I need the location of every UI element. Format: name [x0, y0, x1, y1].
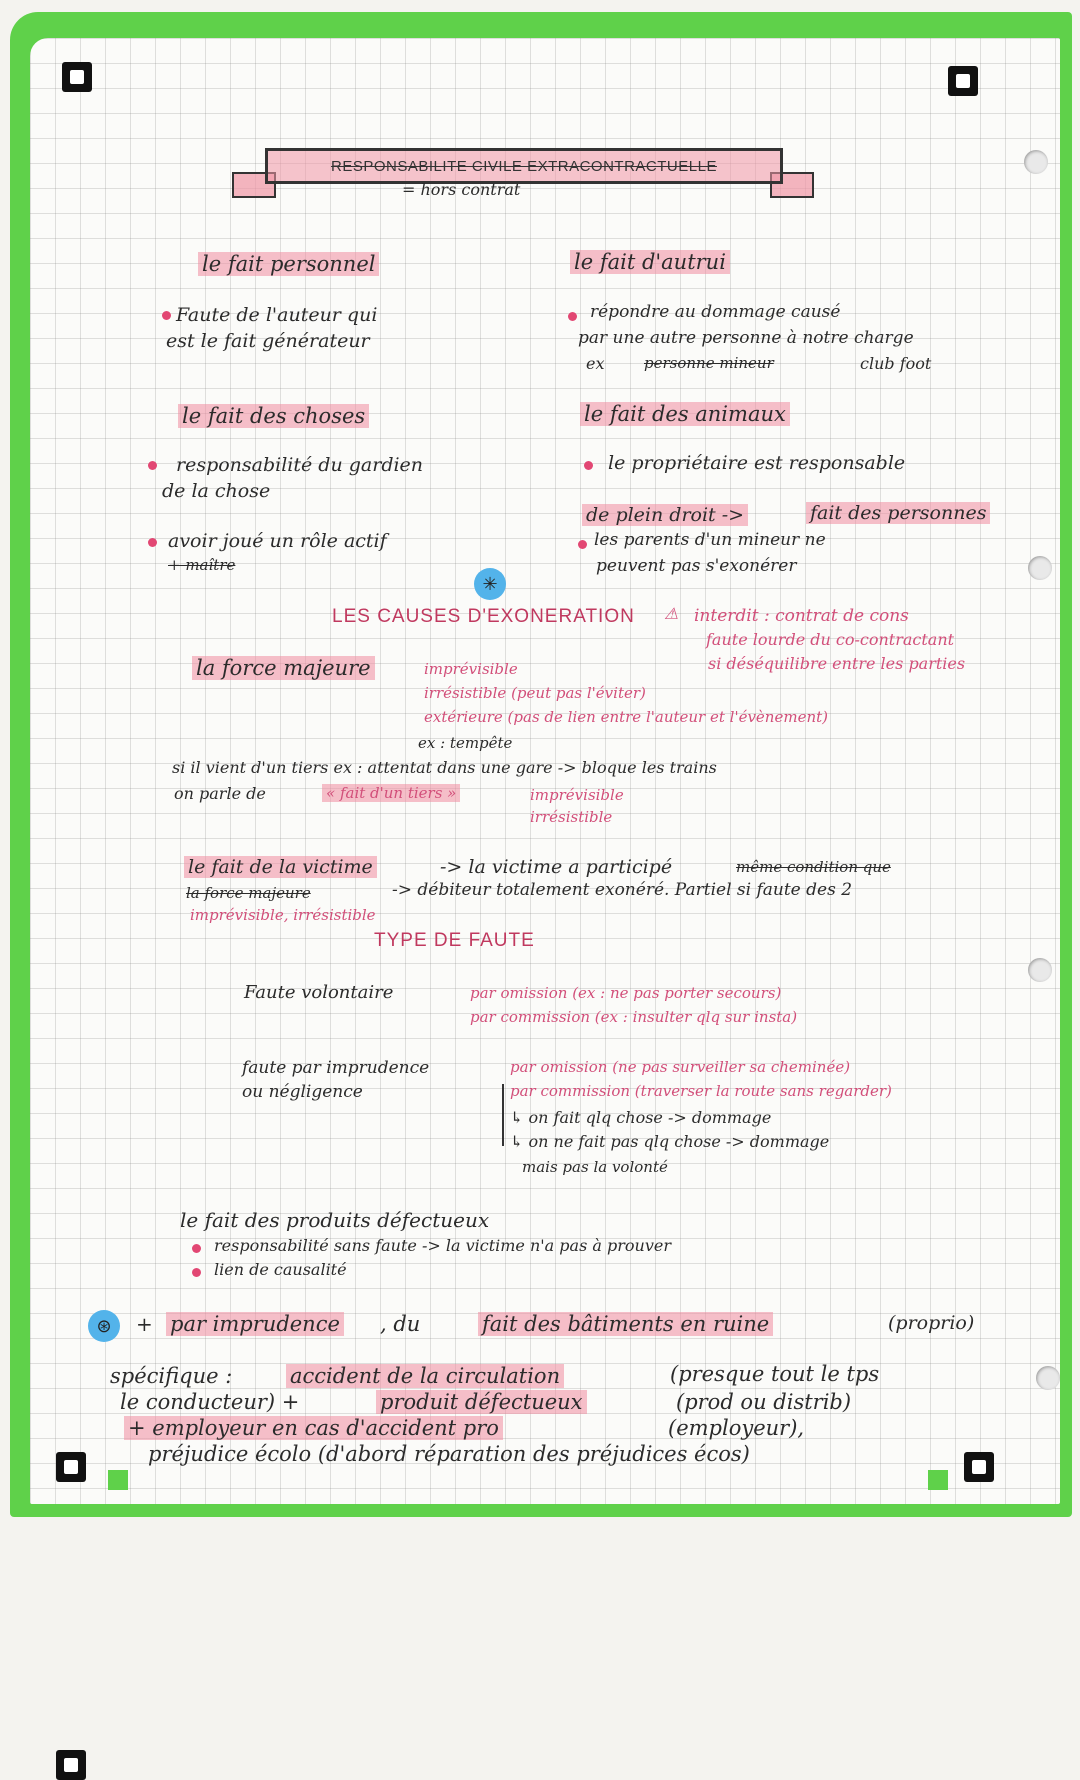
- volontaire-omission: par omission (ex : ne pas porter secours): [470, 984, 782, 1002]
- page-subtitle: = hors contrat: [402, 180, 521, 199]
- corner-marker-top-right: [948, 66, 978, 96]
- victime-crossed-2: la force majeure: [186, 884, 311, 902]
- fait-autrui-line-2: par une autre personne à notre charge: [578, 328, 914, 348]
- interdit-note: interdit : contrat de cons: [694, 606, 909, 626]
- warning-icon: ⚠: [664, 604, 679, 623]
- desequilibre-note: si déséquilibre entre les parties: [708, 654, 966, 673]
- fait-des-personnes: fait des personnes: [806, 502, 990, 524]
- criterion-irresistible: irrésistible (peut pas l'éviter): [424, 684, 646, 702]
- bullet-dot: [568, 312, 577, 321]
- arrow-on-fait: ↳ on fait qlq chose -> dommage: [510, 1108, 772, 1127]
- fait-autrui-ex-crossed: personne mineur: [644, 354, 774, 372]
- fait-victime: le fait de la victime: [184, 856, 377, 878]
- tiers-irresistible: irrésistible: [530, 808, 613, 826]
- corner-marker-bottom-right: [964, 1452, 994, 1482]
- green-marker-left: [108, 1470, 128, 1490]
- fait-choses-bullet-1b: de la chose: [162, 480, 271, 502]
- star-icon: ✳: [474, 568, 506, 600]
- fait-autrui-ex-rest: club foot: [860, 354, 932, 373]
- bullet-dot: [162, 311, 171, 320]
- arrow-on-ne-fait-pas: ↳ on ne fait pas qlq chose -> dommage: [510, 1132, 830, 1151]
- heading-fait-autrui: le fait d'autrui: [570, 250, 730, 274]
- bottom-du: , du: [380, 1312, 421, 1336]
- fait-autrui-line-1: répondre au dommage causé: [590, 302, 841, 322]
- heading-fait-personnel: le fait personnel: [198, 252, 379, 276]
- star-badge-icon: ⊛: [88, 1310, 120, 1342]
- heading-causes-exoneration: LES CAUSES D'EXONERATION: [332, 606, 635, 627]
- accident-circulation: accident de la circulation: [286, 1364, 564, 1388]
- heading-produits-defectueux: le fait des produits défectueux: [180, 1208, 490, 1232]
- victime-line-3: imprévisible, irrésistible: [190, 906, 376, 924]
- tiers-line: si il vient d'un tiers ex : attentat dans une gare -> bloque les trains: [172, 758, 717, 777]
- prejudice-ecolo: préjudice écolo (d'abord réparation des préjudices écos): [148, 1442, 750, 1466]
- fait-choses-crossed: + maître: [168, 556, 236, 574]
- par-imprudence: par imprudence: [166, 1312, 344, 1336]
- fait-personnel-line-1: Faute de l'auteur qui: [176, 304, 378, 326]
- bottom-proprio: (proprio): [888, 1312, 975, 1334]
- fait-animaux-bullet-1: le propriétaire est responsable: [608, 452, 906, 474]
- heading-fait-animaux: le fait des animaux: [580, 402, 790, 426]
- binder-hole: [1028, 556, 1052, 580]
- heading-fait-choses: le fait des choses: [178, 404, 369, 428]
- specifique-rest: (presque tout le tps: [670, 1362, 880, 1386]
- employeur-rest: (employeur),: [668, 1416, 805, 1440]
- ex-tempete: ex : tempête: [418, 734, 513, 752]
- tiers-imprevisible: imprévisible: [530, 786, 624, 804]
- bullet-dot: [578, 540, 587, 549]
- bullet-dot: [148, 461, 157, 470]
- bullet-dot: [192, 1244, 201, 1253]
- corner-marker-bottom-left: [56, 1452, 86, 1482]
- imprudence-commission: par commission (traverser la route sans regarder): [510, 1082, 892, 1100]
- prod-distrib: (prod ou distrib): [676, 1390, 852, 1414]
- page-title-banner: RESPONSABILITE CIVILE EXTRACONTRACTUELLE: [265, 148, 783, 184]
- binder-hole: [1028, 958, 1052, 982]
- fait-animaux-bullet-2a: les parents d'un mineur ne: [594, 530, 826, 550]
- mais-pas-volonte: mais pas la volonté: [522, 1158, 668, 1176]
- victime-line-2: -> débiteur totalement exonéré. Partiel si faute des 2: [392, 880, 853, 900]
- batiments-en-ruine: fait des bâtiments en ruine: [478, 1312, 773, 1336]
- criterion-exterieure: extérieure (pas de lien entre l'auteur et l'évènement): [424, 708, 828, 726]
- specifique-label: spécifique :: [110, 1364, 233, 1388]
- produits-bullet-1: responsabilité sans faute -> la victime n'a pas à prouver: [214, 1236, 671, 1255]
- conducteur-line: le conducteur) +: [120, 1390, 300, 1414]
- force-majeure: la force majeure: [192, 656, 375, 680]
- fait-tiers: « fait d'un tiers »: [322, 784, 460, 802]
- faute-negligence: ou négligence: [242, 1082, 363, 1102]
- bullet-dot: [148, 538, 157, 547]
- victime-participe: -> la victime a participé: [440, 856, 673, 878]
- victime-crossed-1: même condition que: [736, 858, 891, 876]
- fait-autrui-ex-label: ex: [586, 354, 605, 373]
- produits-bullet-2: lien de causalité: [214, 1260, 347, 1279]
- bullet-dot: [584, 461, 593, 470]
- fait-personnel-line-2: est le fait générateur: [166, 330, 370, 352]
- employeur-accident: + employeur en cas d'accident pro: [124, 1416, 503, 1440]
- criterion-imprevisible: imprévisible: [424, 660, 518, 678]
- fait-animaux-bullet-2b: peuvent pas s'exonérer: [596, 556, 797, 576]
- corner-marker-top-left: [62, 62, 92, 92]
- produit-defectueux: produit défectueux: [376, 1390, 587, 1414]
- faute-volontaire: Faute volontaire: [244, 982, 394, 1003]
- fait-choses-bullet-1a: responsabilité du gardien: [176, 454, 424, 476]
- volontaire-commission: par commission (ex : insulter qlq sur insta): [470, 1008, 798, 1026]
- bullet-dot: [192, 1268, 201, 1277]
- corner-marker-bottom-left: [56, 1750, 86, 1780]
- plein-droit: de plein droit ->: [582, 504, 748, 526]
- faute-lourde-note: faute lourde du co-contractant: [706, 630, 955, 649]
- bottom-plus: +: [136, 1312, 153, 1336]
- fait-choses-bullet-2: avoir joué un rôle actif: [168, 530, 387, 552]
- binder-hole: [1036, 1366, 1060, 1390]
- on-parle: on parle de: [174, 784, 266, 803]
- faute-imprudence: faute par imprudence: [242, 1058, 430, 1078]
- imprudence-omission: par omission (ne pas surveiller sa cheminée): [510, 1058, 851, 1076]
- heading-type-faute: TYPE DE FAUTE: [374, 930, 535, 951]
- green-marker-right: [928, 1470, 948, 1490]
- binder-hole: [1024, 150, 1048, 174]
